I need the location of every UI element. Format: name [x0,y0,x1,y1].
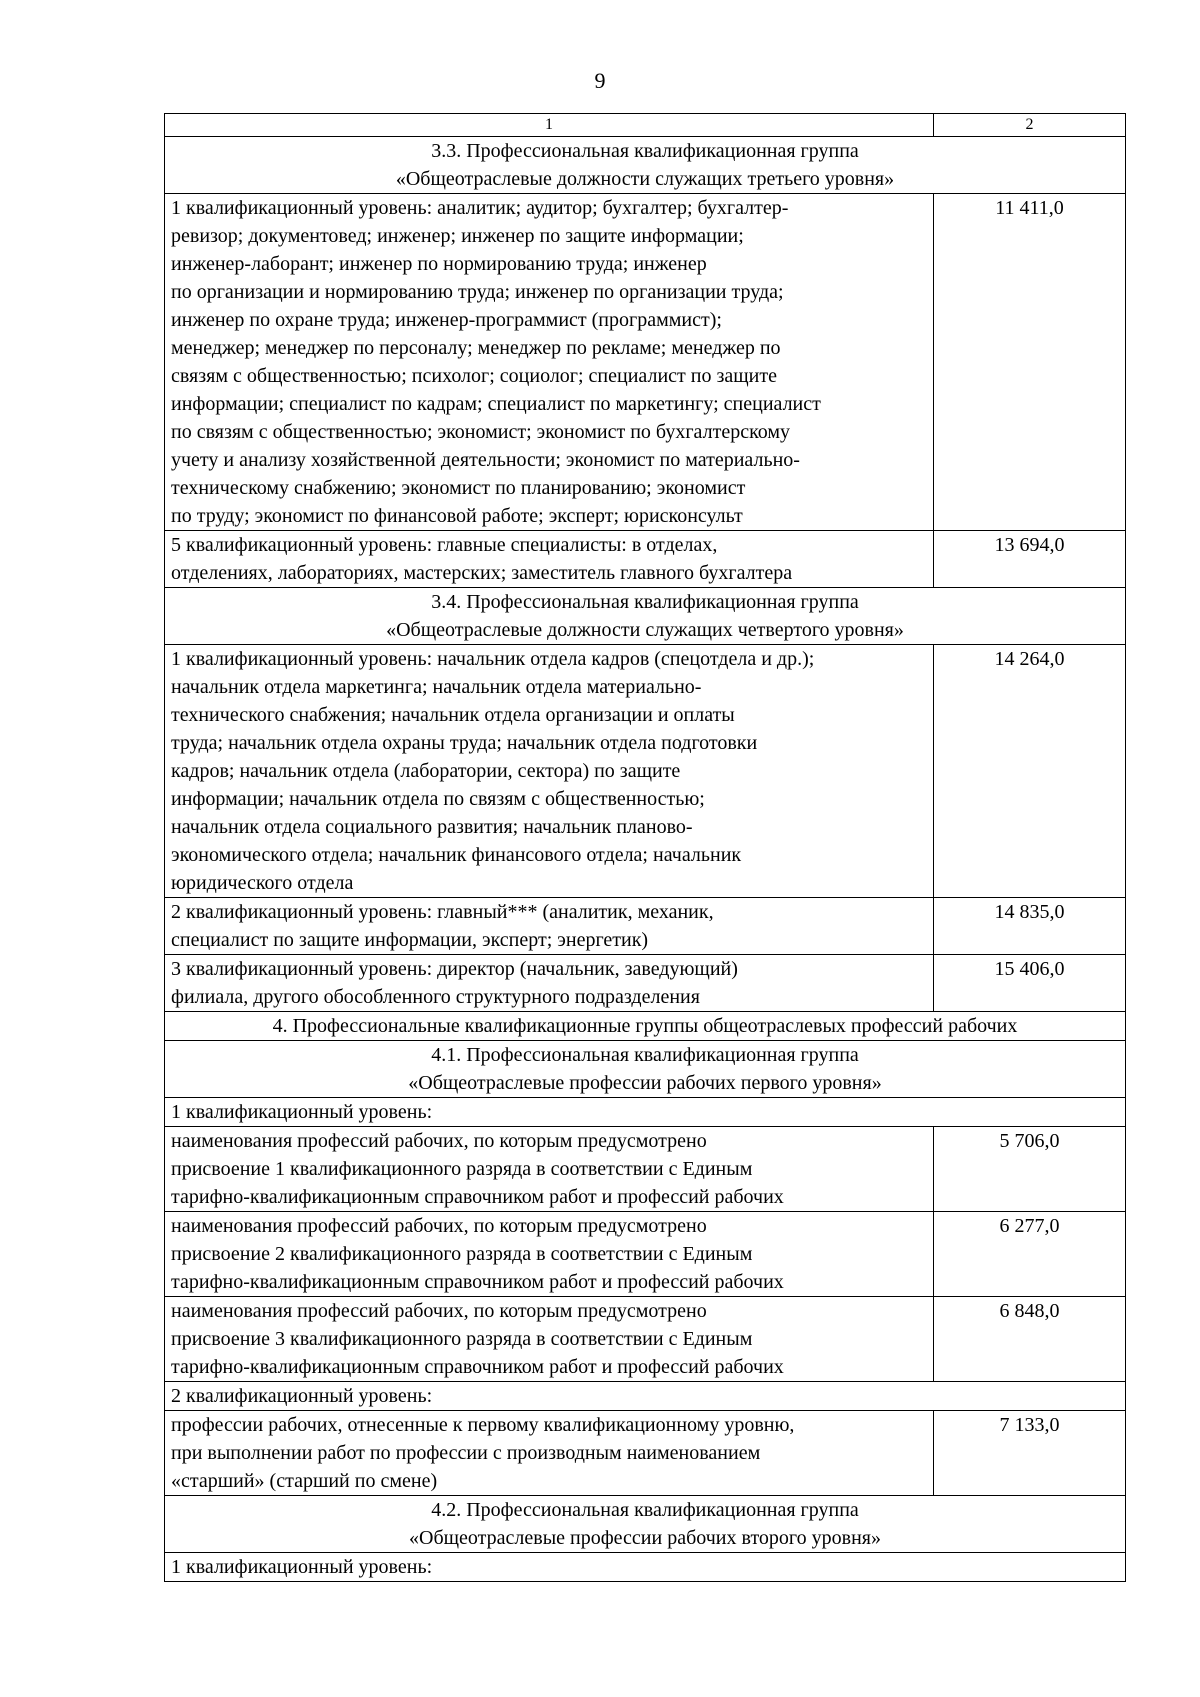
position-description-cell [165,194,934,531]
table-row [165,645,1126,898]
table-row [165,1297,1126,1382]
text-line: 2 квалификационный уровень: главный*** (аналитик, механик, [171,901,714,923]
text-line: 3.3. Профессиональная квалификационная группа [431,140,859,162]
text-line: «старший» (старший по смене) [171,1470,438,1492]
table-row [165,194,1126,531]
group-heading-row [165,1012,1126,1041]
text-line: инженер-лаборант; инженер по нормированию труда; инженер [171,253,707,275]
text-line: 2 квалификационный уровень: [171,1385,433,1407]
column-header-2: 2 [934,114,1126,137]
level-heading-row [165,1553,1126,1582]
position-description-cell [165,645,934,898]
text-line: начальник отдела маркетинга; начальник отдела материально- [171,676,702,698]
group-heading-row [165,137,1126,194]
text-line: по организации и нормированию труда; инженер по организации труда; [171,281,784,303]
group-heading-cell [165,137,1126,194]
level-heading-cell [165,1553,1126,1582]
position-description-cell [165,1127,934,1212]
position-description-cell [165,1297,934,1382]
salary-value-cell: 7 133,0 [934,1411,1126,1496]
text-line: 4.2. Профессиональная квалификационная группа [431,1499,859,1521]
text-line: 4. Профессиональные квалификационные группы общеотраслевых профессий рабочих [272,1015,1018,1037]
level-heading-row [165,1098,1126,1127]
text-line: «Общеотраслевые профессии рабочих первого уровня» [408,1072,882,1094]
text-line: ревизор; документовед; инженер; инженер по защите информации; [171,225,744,247]
text-line: труда; начальник отдела охраны труда; начальник отдела подготовки [171,732,758,754]
text-line: «Общеотраслевые должности служащих четвертого уровня» [386,619,904,641]
group-heading-cell [165,588,1126,645]
text-line: наименования профессий рабочих, по которым предусмотрено [171,1215,707,1237]
text-line: кадров; начальник отдела (лаборатории, сектора) по защите [171,760,681,782]
table-row [165,1411,1126,1496]
level-heading-row [165,1382,1126,1411]
text-line: присвоение 3 квалификационного разряда в соответствии с Единым [171,1328,753,1350]
table-row [165,531,1126,588]
position-description-cell [165,531,934,588]
text-line: техническому снабжению; экономист по планированию; экономист [171,477,746,499]
text-line: тарифно-квалификационным справочником работ и профессий рабочих [171,1271,784,1293]
salary-value-cell: 14 835,0 [934,898,1126,955]
page-number: 9 [594,68,606,93]
group-heading-row [165,1041,1126,1098]
text-line: информации; начальник отдела по связям с общественностью; [171,788,705,810]
group-heading-row [165,588,1126,645]
text-line: связям с общественностью; психолог; социолог; специалист по защите [171,365,777,387]
text-line: при выполнении работ по профессии с производным наименованием [171,1442,761,1464]
column-header-1: 1 [165,114,934,137]
table-row [165,1127,1126,1212]
text-line: технического снабжения; начальник отдела организации и оплаты [171,704,735,726]
text-line: 4.1. Профессиональная квалификационная группа [431,1044,859,1066]
text-line: 1 квалификационный уровень: аналитик; аудитор; бухгалтер; бухгалтер- [171,197,789,219]
group-heading-cell [165,1012,1126,1041]
text-line: наименования профессий рабочих, по которым предусмотрено [171,1300,707,1322]
text-line: тарифно-квалификационным справочником работ и профессий рабочих [171,1186,784,1208]
text-line: тарифно-квалификационным справочником работ и профессий рабочих [171,1356,784,1378]
group-heading-row [165,1496,1126,1553]
text-line: 5 квалификационный уровень: главные специалисты: в отделах, [171,534,718,556]
text-line: 1 квалификационный уровень: начальник отдела кадров (спецотдела и др.); [171,648,815,670]
text-line: 3.4. Профессиональная квалификационная группа [431,591,859,613]
text-line: 1 квалификационный уровень: [171,1556,433,1578]
table-row [165,1212,1126,1297]
text-line: учету и анализу хозяйственной деятельности; экономист по материально- [171,449,800,471]
group-heading-cell [165,1041,1126,1098]
text-line: по связям с общественностью; экономист; экономист по бухгалтерскому [171,421,791,443]
text-line: «Общеотраслевые должности служащих третьего уровня» [395,168,895,190]
text-line: экономического отдела; начальник финансового отдела; начальник [171,844,742,866]
salary-table-body [165,114,1126,1582]
text-line: 3 квалификационный уровень: директор (начальник, заведующий) [171,958,738,980]
level-heading-cell [165,1382,1126,1411]
group-heading-cell [165,1496,1126,1553]
text-line: наименования профессий рабочих, по которым предусмотрено [171,1130,707,1152]
text-line: инженер по охране труда; инженер-программист (программист); [171,309,722,331]
salary-value-cell: 11 411,0 [934,194,1126,531]
salary-value-cell: 5 706,0 [934,1127,1126,1212]
position-description-cell [165,1212,934,1297]
text-line: 1 квалификационный уровень: [171,1101,433,1123]
text-line: «Общеотраслевые профессии рабочих второго уровня» [409,1527,881,1549]
level-heading-cell [165,1098,1126,1127]
text-line: профессии рабочих, отнесенные к первому квалификационному уровню, [171,1414,795,1436]
salary-value-cell: 6 848,0 [934,1297,1126,1382]
salary-value-cell: 15 406,0 [934,955,1126,1012]
salary-value-cell: 13 694,0 [934,531,1126,588]
text-line: отделениях, лабораториях, мастерских; заместитель главного бухгалтера [171,562,793,584]
position-description-cell [165,898,934,955]
text-line: юридического отдела [171,872,354,894]
salary-table [164,113,1126,1582]
position-description-cell [165,1411,934,1496]
text-line: начальник отдела социального развития; начальник планово- [171,816,693,838]
table-row [165,955,1126,1012]
text-line: присвоение 2 квалификационного разряда в соответствии с Единым [171,1243,753,1265]
salary-value-cell: 6 277,0 [934,1212,1126,1297]
text-line: филиала, другого обособленного структурного подразделения [171,986,700,1008]
text-line: по труду; экономист по финансовой работе; эксперт; юрисконсульт [171,505,743,527]
text-line: специалист по защите информации, эксперт; энергетик) [171,929,649,951]
text-line: присвоение 1 квалификационного разряда в соответствии с Единым [171,1158,753,1180]
table-header-row [165,114,1126,137]
salary-value-cell: 14 264,0 [934,645,1126,898]
position-description-cell [165,955,934,1012]
text-line: информации; специалист по кадрам; специалист по маркетингу; специалист [171,393,821,415]
text-line: менеджер; менеджер по персоналу; менеджер по рекламе; менеджер по [171,337,781,359]
table-row [165,898,1126,955]
